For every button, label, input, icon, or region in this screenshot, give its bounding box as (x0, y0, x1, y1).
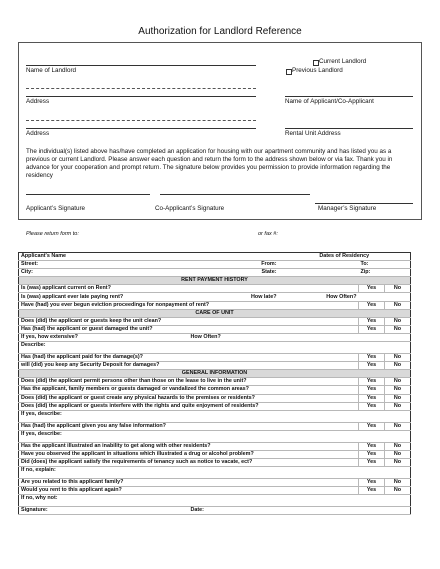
zip-cell[interactable]: Zip: (359, 269, 411, 277)
question-row: Has (had) the applicant given you any false information? (19, 422, 359, 430)
address-label-1: Address (26, 98, 50, 105)
question-row: Is (was) applicant ever late paying rent? (19, 293, 189, 301)
reference-table (18, 252, 411, 515)
yes-option[interactable]: Yes (359, 354, 385, 362)
how-often-label: How Often? (279, 293, 359, 301)
yes-option[interactable]: Yes (359, 325, 385, 333)
co-applicant-signature-label: Co-Applicant’s Signature (155, 205, 225, 212)
city-cell[interactable]: City: (19, 269, 189, 277)
fax-label: or fax #: (258, 231, 278, 237)
address-line-1b[interactable] (26, 96, 256, 97)
section-rent-payment: RENT PAYMENT HISTORY (19, 277, 411, 285)
authorization-paragraph: The individual(s) listed above has/have completed an application for housing with our apartment community and has listed you as a previous or current Landlord. Please answer each question and return the form to the address shown below or via fax. Thank you in advance for your cooperation and prompt return. The signature below provides you permission to provide information regarding the residency (26, 148, 393, 179)
question-row: Has (had) the applicant paid for the damage(s)? (19, 354, 359, 362)
return-form-label: Please return form to: (26, 231, 79, 237)
applicant-signature-line[interactable] (26, 194, 150, 195)
question-row: Does (did) the applicant or guest create any physical hazards to the premises or residents? (19, 394, 359, 402)
date-cell[interactable]: Date: (189, 507, 411, 515)
question-row: will (did) you keep any Security Deposit for damages? (19, 362, 359, 370)
landlord-name-label: Name of Landlord (26, 67, 77, 74)
address-line-2a[interactable] (26, 120, 256, 121)
state-cell[interactable]: State: (189, 269, 279, 277)
applicant-name-label: Name of Applicant/Co-Applicant (285, 98, 374, 105)
current-landlord-label: Current Landlord (319, 58, 367, 65)
no-option[interactable]: No (385, 354, 411, 362)
yes-option[interactable]: Yes (359, 442, 385, 450)
applicant-name-line[interactable] (285, 96, 413, 97)
no-option[interactable]: No (385, 479, 411, 487)
no-option[interactable]: No (385, 386, 411, 394)
yes-option[interactable]: Yes (359, 301, 385, 309)
no-option[interactable]: No (385, 458, 411, 466)
explain-row[interactable]: If no, explain: (19, 467, 411, 479)
page-title: Authorization for Landlord Reference (138, 26, 302, 37)
yes-option[interactable]: Yes (359, 317, 385, 325)
yes-option[interactable]: Yes (359, 450, 385, 458)
landlord-name-line[interactable] (26, 65, 256, 66)
describe-row[interactable]: If yes, describe: (19, 430, 411, 442)
no-option[interactable]: No (385, 422, 411, 430)
address-line-1a[interactable] (26, 88, 256, 89)
question-row: Did (does) the applicant satisfy the requirements of tenancy such as notice to vacate, ect? (19, 458, 359, 466)
question-row: Does (did) the applicant permit persons other than those on the lease to live in the unit? (19, 378, 359, 386)
yes-option[interactable]: Yes (359, 479, 385, 487)
question-row: Has (had) the applicant or guest damaged the unit? (19, 325, 359, 333)
no-option[interactable]: No (385, 487, 411, 495)
yes-option[interactable]: Yes (359, 362, 385, 370)
street-cell[interactable]: Street: (19, 261, 189, 269)
why-not-row[interactable]: If no, why not: (19, 495, 411, 507)
signature-cell[interactable]: Signature: (19, 507, 189, 515)
section-general-info: GENERAL INFORMATION (19, 370, 411, 378)
no-option[interactable]: No (385, 301, 411, 309)
previous-landlord-label: Previous Landlord (292, 67, 343, 74)
describe-row[interactable]: Describe: (19, 342, 411, 354)
no-option[interactable]: No (385, 317, 411, 325)
yes-option[interactable]: Yes (359, 458, 385, 466)
yes-option[interactable]: Yes (359, 386, 385, 394)
from-cell[interactable]: From: (189, 261, 279, 269)
applicant-name-cell[interactable]: Applicant's Name (19, 253, 189, 261)
address-line-2b[interactable] (26, 128, 256, 129)
question-row: Have you observed the applicant in situations which illustrated a drug or alcohol problem? (19, 450, 359, 458)
co-applicant-signature-line[interactable] (160, 194, 310, 195)
question-row: If yes, how extensive? (19, 333, 189, 341)
yes-option[interactable]: Yes (359, 394, 385, 402)
no-option[interactable]: No (385, 442, 411, 450)
no-option[interactable]: No (385, 378, 411, 386)
no-option[interactable]: No (385, 402, 411, 410)
to-cell[interactable]: To: (359, 261, 411, 269)
yes-option[interactable]: Yes (359, 285, 385, 293)
question-row: Does (did) the applicant or guests interfere with the rights and quite enjoyment of residents? (19, 402, 359, 410)
dates-residency-header: Dates of Residency (279, 253, 411, 261)
manager-signature-line[interactable] (315, 203, 413, 204)
no-option[interactable]: No (385, 285, 411, 293)
no-option[interactable]: No (385, 450, 411, 458)
question-row: Is (was) applicant current on Rent? (19, 285, 359, 293)
no-option[interactable]: No (385, 325, 411, 333)
no-option[interactable]: No (385, 362, 411, 370)
how-often-label: How Often? (189, 333, 279, 341)
yes-option[interactable]: Yes (359, 402, 385, 410)
rental-address-label: Rental Unit Address (285, 130, 341, 137)
question-row: Have (had) you ever begun eviction proceedings for nonpayment of rent? (19, 301, 359, 309)
question-row: Does (did) the applicant or guests keep the unit clean? (19, 317, 359, 325)
question-row: Are you related to this applicant family? (19, 479, 359, 487)
applicant-signature-label: Applicant’s Signature (26, 205, 86, 212)
rental-address-line[interactable] (285, 128, 413, 129)
manager-signature-label: Manager’s Signature (318, 205, 377, 212)
describe-row[interactable]: If yes, describe: (19, 410, 411, 422)
no-option[interactable]: No (385, 394, 411, 402)
section-care-of-unit: CARE OF UNIT (19, 309, 411, 317)
question-row: Would you rent to this applicant again? (19, 487, 359, 495)
yes-option[interactable]: Yes (359, 422, 385, 430)
yes-option[interactable]: Yes (359, 487, 385, 495)
address-label-2: Address (26, 130, 50, 137)
question-row: Has the applicant illustrated an inability to get along with other residents? (19, 442, 359, 450)
yes-option[interactable]: Yes (359, 378, 385, 386)
how-late-label: How late? (189, 293, 279, 301)
question-row: Has the applicant, family members or guests damaged or vandalized the common areas? (19, 386, 359, 394)
